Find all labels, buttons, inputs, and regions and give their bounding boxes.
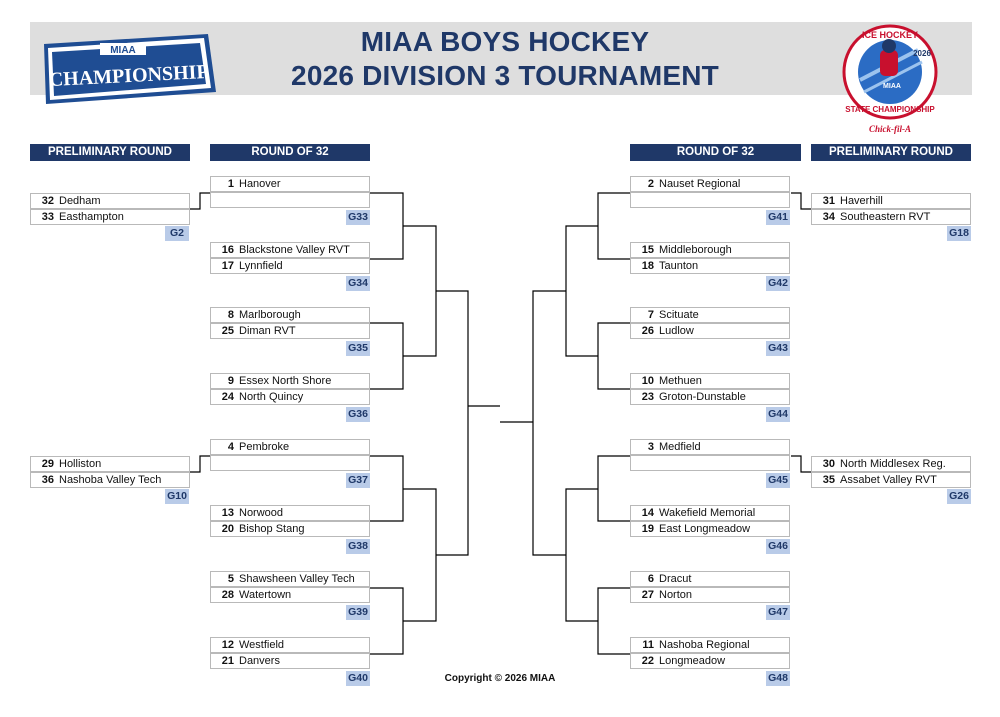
seed: 18: [641, 260, 654, 272]
matchup-slot: [630, 571, 790, 587]
seed: 33: [41, 211, 54, 223]
team-name: Nashoba Regional: [659, 639, 750, 651]
seed: 31: [822, 195, 835, 207]
matchup-slot: [210, 455, 370, 471]
team-name: Essex North Shore: [239, 375, 332, 387]
game-number: G47: [766, 605, 790, 620]
team-name: North Quincy: [239, 391, 304, 403]
page-subtitle: 2026 DIVISION 3 TOURNAMENT: [291, 60, 719, 91]
seed: 14: [641, 507, 654, 519]
team-name: Lynnfield: [239, 260, 283, 272]
matchup-slot: [811, 193, 971, 209]
game-number: G46: [766, 539, 790, 554]
seed: 22: [641, 655, 654, 667]
game-number: G42: [766, 276, 790, 291]
game-number: G39: [346, 605, 370, 620]
matchup-slot: [210, 389, 370, 405]
logo-big-text: CHAMPIONSHIP: [48, 60, 210, 92]
team-name: Danvers: [239, 655, 280, 667]
seed: 13: [221, 507, 234, 519]
seed: 16: [221, 244, 234, 256]
seed: 8: [227, 309, 234, 321]
matchup-slot: [811, 472, 971, 488]
matchup-slot: [30, 209, 190, 225]
copyright-text: Copyright © 2026 MIAA: [444, 673, 556, 684]
seed: 19: [641, 523, 654, 535]
seed: 6: [647, 573, 654, 585]
seed: 23: [641, 391, 654, 403]
matchup-slot: [210, 258, 370, 274]
game-number: G44: [766, 407, 790, 422]
matchup-slot: [30, 472, 190, 488]
matchup-slot: [210, 505, 370, 521]
game-number: G48: [766, 671, 790, 686]
seed: 2: [647, 178, 654, 190]
seed: 25: [221, 325, 234, 337]
team-name: Nauset Regional: [659, 178, 741, 190]
matchup-slot: [630, 373, 790, 389]
round-header-right-prelim: PRELIMINARY ROUND: [811, 144, 971, 161]
seed: 12: [221, 639, 234, 651]
team-name: Diman RVT: [239, 325, 296, 337]
matchup-slot: [210, 521, 370, 537]
matchup-slot: [210, 373, 370, 389]
seed: 28: [221, 589, 234, 601]
team-name: North Middlesex Reg.: [840, 458, 946, 470]
team-name: Easthampton: [59, 211, 124, 223]
matchup-slot: [210, 192, 370, 208]
game-number: G34: [346, 276, 370, 291]
game-number: G40: [346, 671, 370, 686]
team-name: Watertown: [239, 589, 292, 601]
game-number: G43: [766, 341, 790, 356]
matchup-slot: [210, 176, 370, 192]
seed: 11: [642, 639, 654, 651]
matchup-slot: [630, 505, 790, 521]
team-name: East Longmeadow: [659, 523, 751, 535]
team-name: Pembroke: [239, 441, 290, 453]
game-number: G35: [346, 341, 370, 356]
game-number: G45: [766, 473, 790, 488]
matchup-slot: [630, 587, 790, 603]
game-number: G10: [165, 489, 189, 504]
logo-right-top-text: ICE HOCKEY: [861, 30, 919, 40]
team-name: Haverhill: [840, 195, 883, 207]
matchup-slot: [811, 456, 971, 472]
game-number: G36: [346, 407, 370, 422]
game-number: G37: [346, 473, 370, 488]
team-name: Hanover: [239, 178, 281, 190]
matchup-slot: [630, 323, 790, 339]
seed: 27: [641, 589, 654, 601]
team-name: Westfield: [239, 639, 285, 651]
matchup-slot: [630, 307, 790, 323]
matchup-slot: [630, 637, 790, 653]
team-name: Methuen: [659, 375, 702, 387]
matchup-slot: [210, 571, 370, 587]
game-number: G38: [346, 539, 370, 554]
seed: 15: [641, 244, 654, 256]
seed: 20: [221, 523, 234, 535]
matchup-slot: [30, 456, 190, 472]
team-name: Groton-Dunstable: [659, 391, 746, 403]
seed: 26: [641, 325, 654, 337]
game-number: G41: [766, 210, 790, 225]
matchup-slot: [210, 587, 370, 603]
round-header-right-r32: ROUND OF 32: [630, 144, 801, 161]
matchup-slot: [630, 192, 790, 208]
seed: 3: [647, 441, 654, 453]
team-name: Taunton: [659, 260, 699, 272]
matchup-slot: [811, 209, 971, 225]
team-name: Blackstone Valley RVT: [239, 244, 350, 256]
seed: 5: [227, 573, 234, 585]
seed: 35: [822, 474, 835, 486]
logo-right-mid: MIAA: [883, 83, 901, 90]
matchup-slot: [210, 653, 370, 669]
team-name: Assabet Valley RVT: [840, 474, 937, 486]
team-name: Dracut: [659, 573, 692, 585]
matchup-slot: [630, 176, 790, 192]
team-name: Dedham: [59, 195, 101, 207]
seed: 29: [41, 458, 54, 470]
team-name: Medfield: [659, 441, 701, 453]
team-name: Marlborough: [239, 309, 301, 321]
seed: 7: [647, 309, 654, 321]
team-name: Wakefield Memorial: [659, 507, 756, 519]
game-number: G2: [165, 226, 189, 241]
matchup-slot: [210, 323, 370, 339]
seed: 34: [822, 211, 835, 223]
matchup-slot: [630, 521, 790, 537]
team-name: Scituate: [659, 309, 699, 321]
game-number: G26: [947, 489, 971, 504]
page-title: MIAA BOYS HOCKEY: [360, 26, 650, 57]
logo-right-sponsor: Chick-fil-A: [869, 124, 911, 134]
team-name: Norton: [659, 589, 693, 601]
matchup-slot: [210, 307, 370, 323]
seed: 24: [221, 391, 234, 403]
seed: 10: [641, 375, 654, 387]
team-name: Holliston: [59, 458, 102, 470]
team-name: Shawsheen Valley Tech: [239, 573, 355, 585]
seed: 17: [221, 260, 234, 272]
matchup-slot: [210, 242, 370, 258]
seed: 9: [227, 375, 234, 387]
matchup-slot: [630, 455, 790, 471]
seed: 36: [41, 474, 54, 486]
seed: 30: [822, 458, 835, 470]
seed: 21: [221, 655, 234, 667]
matchup-slot: [210, 439, 370, 455]
team-name: Middleborough: [659, 244, 732, 256]
round-header-left-prelim: PRELIMINARY ROUND: [30, 144, 190, 161]
game-number: G18: [947, 226, 971, 241]
team-name: Southeastern RVT: [840, 211, 931, 223]
matchup-slot: [210, 637, 370, 653]
seed: 4: [227, 441, 234, 453]
matchup-slot: [630, 258, 790, 274]
round-header-left-r32: ROUND OF 32: [210, 144, 370, 161]
game-number: G33: [346, 210, 370, 225]
matchup-slot: [630, 653, 790, 669]
logo-right-bottom: STATE CHAMPIONSHIP: [845, 105, 935, 114]
team-name: Bishop Stang: [239, 523, 305, 535]
seed: 1: [227, 178, 234, 190]
seed: 32: [41, 195, 54, 207]
team-name: Nashoba Valley Tech: [59, 474, 162, 486]
logo-right-year: 2026: [913, 49, 931, 58]
matchup-slot: [630, 439, 790, 455]
team-name: Norwood: [239, 507, 284, 519]
team-name: Longmeadow: [659, 655, 726, 667]
matchup-slot: [630, 242, 790, 258]
matchup-slot: [30, 193, 190, 209]
logo-small-text: MIAA: [110, 45, 136, 56]
matchup-slot: [630, 389, 790, 405]
team-name: Ludlow: [659, 325, 694, 337]
